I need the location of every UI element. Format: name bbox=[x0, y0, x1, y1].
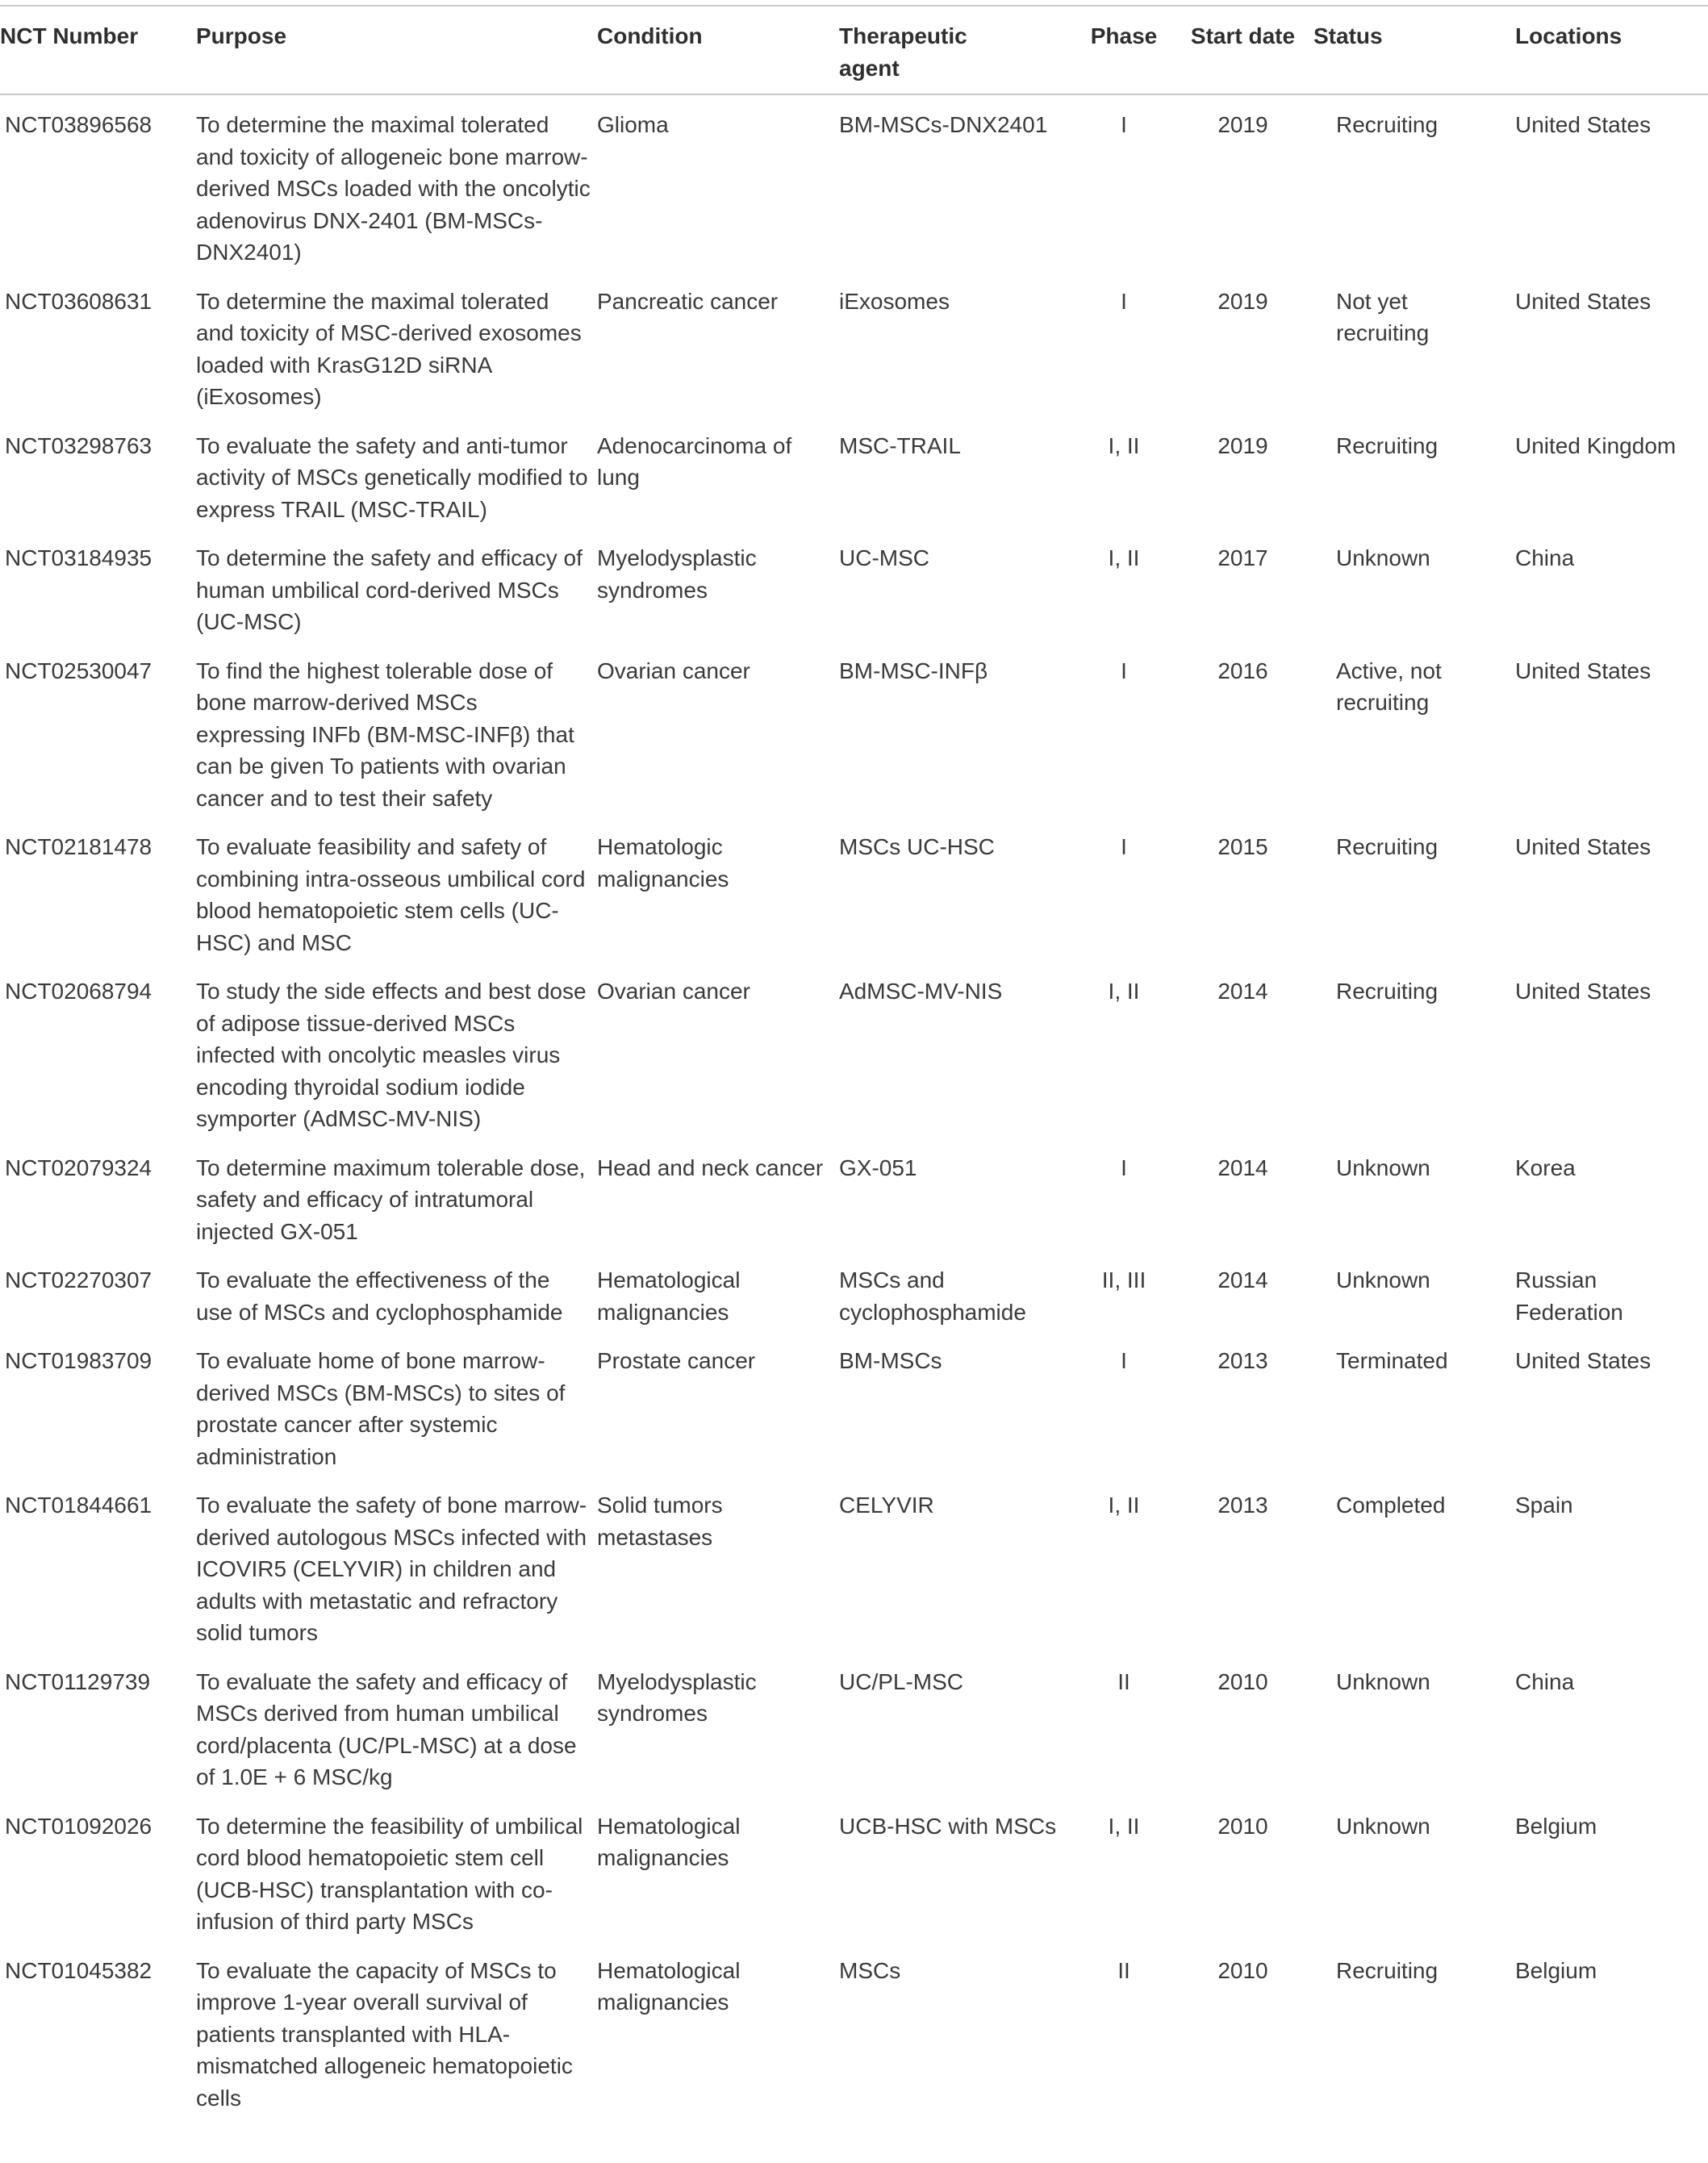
table-row bbox=[0, 1797, 1708, 1941]
cell-locations bbox=[1515, 962, 1708, 1138]
cell-purpose-text: To find the highest tolerable dose of bone marrow-derived MSCs expressing INFb (BM-MSC-INFβ) that can be given To patients with ovarian cancer and to test their safety bbox=[196, 658, 574, 811]
cell-start-date-text: 2019 bbox=[1217, 432, 1268, 458]
cell-phase-text: I, II bbox=[1108, 432, 1140, 458]
cell-therapeutic-agent-text: BM-MSCs bbox=[839, 1348, 942, 1373]
cell-start-date bbox=[1172, 641, 1313, 818]
cell-nct-number-text: NCT02181478 bbox=[5, 834, 152, 859]
table-row bbox=[0, 1331, 1708, 1476]
cell-nct-number-text: NCT03298763 bbox=[5, 432, 152, 458]
cell-therapeutic-agent-text: UCB-HSC with MSCs bbox=[839, 1813, 1057, 1839]
cell-locations-text: United States bbox=[1515, 1348, 1652, 1373]
header-status: Status bbox=[1313, 23, 1383, 48]
cell-status-text: Completed bbox=[1336, 1493, 1446, 1518]
table-row bbox=[0, 1652, 1708, 1797]
cell-locations bbox=[1515, 528, 1708, 641]
cell-phase-text: I, II bbox=[1108, 1813, 1140, 1839]
cell-locations-text: Belgium bbox=[1515, 1813, 1597, 1839]
cell-locations-text: China bbox=[1515, 1668, 1575, 1694]
cell-therapeutic-agent bbox=[839, 1251, 1075, 1331]
cell-start-date-text: 2014 bbox=[1217, 979, 1268, 1004]
cell-nct-number-text: NCT01844661 bbox=[5, 1493, 152, 1518]
cell-locations-text: Belgium bbox=[1515, 1957, 1597, 1983]
cell-locations-text: United States bbox=[1515, 834, 1652, 859]
cell-nct-number-text: NCT03608631 bbox=[5, 288, 152, 314]
table-header bbox=[0, 6, 1708, 94]
cell-nct-number-text: NCT01045382 bbox=[5, 1957, 152, 1983]
cell-purpose-text: To evaluate the safety of bone marrow-derived autologous MSCs infected with ICOVIR5 (CELYVIR) in children and adults with metastatic and refractory solid tumors bbox=[196, 1493, 587, 1645]
cell-status-text: Unknown bbox=[1336, 1668, 1430, 1694]
cell-condition bbox=[597, 1476, 839, 1652]
cell-locations-text: United States bbox=[1515, 979, 1652, 1004]
cell-status bbox=[1313, 1251, 1515, 1331]
table-row bbox=[0, 416, 1708, 529]
cell-start-date bbox=[1172, 94, 1313, 272]
cell-purpose bbox=[196, 641, 597, 818]
cell-locations-text: United States bbox=[1515, 658, 1652, 683]
header-locations: Locations bbox=[1515, 23, 1622, 48]
cell-phase-text: I, II bbox=[1108, 979, 1140, 1004]
cell-therapeutic-agent-text: BM-MSC-INFβ bbox=[839, 658, 988, 683]
cell-start-date bbox=[1172, 528, 1313, 641]
cell-phase-text: I bbox=[1121, 112, 1127, 137]
cell-nct-number-text: NCT03184935 bbox=[5, 545, 152, 570]
cell-condition bbox=[597, 962, 839, 1138]
cell-start-date-text: 2014 bbox=[1217, 1267, 1268, 1292]
cell-condition bbox=[597, 528, 839, 641]
cell-condition-text: Hematological malignancies bbox=[597, 1267, 741, 1325]
cell-start-date bbox=[1172, 1476, 1313, 1652]
cell-purpose bbox=[196, 1251, 597, 1331]
cell-start-date bbox=[1172, 962, 1313, 1138]
cell-phase bbox=[1075, 641, 1172, 818]
cell-condition-text: Adenocarcinoma of lung bbox=[597, 432, 792, 490]
cell-therapeutic-agent-text: UC-MSC bbox=[839, 545, 929, 570]
cell-status-text: Not yet recruiting bbox=[1336, 288, 1430, 345]
cell-condition bbox=[597, 817, 839, 962]
cell-therapeutic-agent-text: iExosomes bbox=[839, 288, 950, 314]
cell-phase bbox=[1075, 817, 1172, 962]
cell-start-date bbox=[1172, 272, 1313, 416]
cell-locations-text: Korea bbox=[1515, 1155, 1576, 1180]
cell-nct-number bbox=[0, 962, 196, 1138]
cell-phase bbox=[1075, 1331, 1172, 1476]
cell-condition bbox=[597, 641, 839, 818]
cell-nct-number-text: NCT01129739 bbox=[5, 1668, 151, 1694]
cell-purpose-text: To determine maximum tolerable dose, safety and efficacy of intratumoral injected GX-051 bbox=[196, 1155, 586, 1244]
cell-purpose bbox=[196, 817, 597, 962]
cell-therapeutic-agent bbox=[839, 528, 1075, 641]
cell-locations-text: United States bbox=[1515, 288, 1652, 314]
cell-phase bbox=[1075, 94, 1172, 272]
cell-start-date-text: 2010 bbox=[1217, 1813, 1268, 1839]
cell-locations bbox=[1515, 272, 1708, 416]
table-row bbox=[0, 641, 1708, 818]
cell-condition bbox=[597, 1138, 839, 1251]
cell-therapeutic-agent-text: AdMSC-MV-NIS bbox=[839, 979, 1003, 1004]
cell-start-date-text: 2019 bbox=[1217, 112, 1268, 137]
header-condition: Condition bbox=[597, 23, 703, 48]
cell-nct-number bbox=[0, 1251, 196, 1331]
cell-locations bbox=[1515, 1138, 1708, 1251]
cell-status bbox=[1313, 1331, 1515, 1476]
cell-therapeutic-agent bbox=[839, 1138, 1075, 1251]
cell-condition bbox=[597, 1797, 839, 1941]
cell-nct-number bbox=[0, 94, 196, 272]
cell-locations bbox=[1515, 94, 1708, 272]
cell-purpose-text: To evaluate feasibility and safety of combining intra-osseous umbilical cord blood hematopoietic stem cells (UC-HSC) and MSC bbox=[196, 834, 586, 955]
cell-purpose bbox=[196, 1652, 597, 1797]
cell-therapeutic-agent bbox=[839, 1476, 1075, 1652]
cell-locations bbox=[1515, 1476, 1708, 1652]
cell-therapeutic-agent-text: MSCs UC-HSC bbox=[839, 834, 995, 859]
cell-start-date bbox=[1172, 1652, 1313, 1797]
cell-phase-text: II bbox=[1117, 1957, 1130, 1983]
cell-nct-number bbox=[0, 1652, 196, 1797]
table-row bbox=[0, 528, 1708, 641]
cell-status-text: Unknown bbox=[1336, 1813, 1430, 1839]
cell-therapeutic-agent bbox=[839, 817, 1075, 962]
table-row bbox=[0, 817, 1708, 962]
cell-purpose bbox=[196, 94, 597, 272]
cell-start-date-text: 2013 bbox=[1217, 1493, 1268, 1518]
cell-therapeutic-agent bbox=[839, 962, 1075, 1138]
header-phase: Phase bbox=[1090, 23, 1158, 48]
cell-purpose bbox=[196, 1331, 597, 1476]
cell-purpose-text: To determine the safety and efficacy of human umbilical cord-derived MSCs (UC-MSC) bbox=[196, 545, 583, 634]
cell-therapeutic-agent bbox=[839, 1652, 1075, 1797]
cell-condition-text: Hematologic malignancies bbox=[597, 834, 729, 892]
cell-status-text: Unknown bbox=[1336, 1267, 1430, 1292]
cell-condition-text: Pancreatic cancer bbox=[597, 288, 779, 314]
cell-purpose bbox=[196, 962, 597, 1138]
cell-phase bbox=[1075, 1251, 1172, 1331]
table-row bbox=[0, 1251, 1708, 1331]
cell-status bbox=[1313, 1652, 1515, 1797]
cell-therapeutic-agent-text: GX-051 bbox=[839, 1155, 917, 1180]
cell-status-text: Terminated bbox=[1336, 1348, 1448, 1373]
header-start-date: Start date bbox=[1190, 23, 1296, 48]
header-row bbox=[0, 6, 1708, 94]
cell-purpose-text: To evaluate home of bone marrow-derived MSCs (BM-MSCs) to sites of prostate cancer after systemic administration bbox=[196, 1348, 566, 1469]
cell-phase-text: I bbox=[1121, 1155, 1127, 1180]
cell-status bbox=[1313, 1138, 1515, 1251]
cell-nct-number bbox=[0, 1797, 196, 1941]
cell-purpose bbox=[196, 1941, 597, 2118]
cell-condition-text: Ovarian cancer bbox=[597, 979, 750, 1004]
cell-therapeutic-agent bbox=[839, 416, 1075, 529]
cell-nct-number-text: NCT02079324 bbox=[5, 1155, 152, 1180]
cell-locations bbox=[1515, 817, 1708, 962]
cell-nct-number-text: NCT01092026 bbox=[5, 1813, 152, 1839]
cell-purpose-text: To study the side effects and best dose of adipose tissue-derived MSCs infected with oncolytic measles virus encoding thyroidal sodium iodide symporter (AdMSC-MV-NIS) bbox=[196, 979, 587, 1131]
cell-therapeutic-agent bbox=[839, 641, 1075, 818]
cell-phase bbox=[1075, 1652, 1172, 1797]
cell-phase-text: I bbox=[1121, 1348, 1127, 1373]
cell-phase bbox=[1075, 528, 1172, 641]
cell-start-date bbox=[1172, 817, 1313, 962]
cell-nct-number bbox=[0, 1331, 196, 1476]
cell-nct-number bbox=[0, 817, 196, 962]
cell-purpose bbox=[196, 1797, 597, 1941]
cell-status bbox=[1313, 962, 1515, 1138]
cell-status-text: Active, not recruiting bbox=[1336, 658, 1442, 715]
cell-purpose-text: To determine the maximal tolerated and toxicity of MSC-derived exosomes loaded with KrasG12D siRNA (iExosomes) bbox=[196, 288, 582, 409]
cell-nct-number-text: NCT02270307 bbox=[5, 1267, 152, 1292]
cell-start-date-text: 2015 bbox=[1217, 834, 1268, 859]
cell-condition bbox=[597, 94, 839, 272]
cell-purpose bbox=[196, 528, 597, 641]
cell-nct-number bbox=[0, 641, 196, 818]
cell-condition-text: Solid tumors metastases bbox=[597, 1493, 723, 1550]
cell-locations bbox=[1515, 1652, 1708, 1797]
cell-purpose-text: To evaluate the effectiveness of the use of MSCs and cyclophosphamide bbox=[196, 1267, 563, 1325]
cell-therapeutic-agent bbox=[839, 1331, 1075, 1476]
cell-nct-number-text: NCT03896568 bbox=[5, 112, 152, 137]
cell-phase bbox=[1075, 416, 1172, 529]
cell-locations bbox=[1515, 1331, 1708, 1476]
cell-status bbox=[1313, 416, 1515, 529]
cell-start-date-text: 2016 bbox=[1217, 658, 1268, 683]
cell-nct-number bbox=[0, 528, 196, 641]
cell-therapeutic-agent-text: UC/PL-MSC bbox=[839, 1668, 964, 1694]
cell-condition bbox=[597, 1652, 839, 1797]
cell-status bbox=[1313, 817, 1515, 962]
cell-status bbox=[1313, 272, 1515, 416]
cell-start-date-text: 2019 bbox=[1217, 288, 1268, 314]
cell-locations bbox=[1515, 641, 1708, 818]
cell-purpose-text: To determine the feasibility of umbilical cord blood hematopoietic stem cell (UCB-HSC) transplantation with co-infusion of third party MSCs bbox=[196, 1813, 583, 1934]
cell-therapeutic-agent-text: MSCs and cyclophosphamide bbox=[839, 1267, 1026, 1325]
cell-start-date bbox=[1172, 1251, 1313, 1331]
table-row bbox=[0, 94, 1708, 272]
cell-start-date-text: 2014 bbox=[1217, 1155, 1268, 1180]
cell-phase bbox=[1075, 272, 1172, 416]
cell-phase-text: II, III bbox=[1101, 1267, 1146, 1292]
table-row bbox=[0, 272, 1708, 416]
cell-start-date bbox=[1172, 416, 1313, 529]
cell-therapeutic-agent bbox=[839, 272, 1075, 416]
cell-start-date bbox=[1172, 1331, 1313, 1476]
cell-purpose bbox=[196, 1476, 597, 1652]
cell-status-text: Recruiting bbox=[1336, 1957, 1439, 1983]
table-row bbox=[0, 1138, 1708, 1251]
cell-nct-number bbox=[0, 1138, 196, 1251]
cell-phase bbox=[1075, 1797, 1172, 1941]
cell-start-date bbox=[1172, 1797, 1313, 1941]
cell-condition-text: Head and neck cancer bbox=[597, 1155, 824, 1180]
cell-phase bbox=[1075, 962, 1172, 1138]
cell-start-date bbox=[1172, 1941, 1313, 2118]
cell-condition-text: Prostate cancer bbox=[597, 1348, 756, 1373]
cell-condition-text: Myelodysplastic syndromes bbox=[597, 1668, 757, 1726]
cell-phase-text: I bbox=[1121, 834, 1127, 859]
cell-phase bbox=[1075, 1941, 1172, 2118]
cell-therapeutic-agent-text: MSCs bbox=[839, 1957, 901, 1983]
cell-start-date-text: 2010 bbox=[1217, 1957, 1268, 1983]
cell-locations-text: United States bbox=[1515, 112, 1652, 137]
cell-status-text: Unknown bbox=[1336, 545, 1430, 570]
cell-therapeutic-agent bbox=[839, 1797, 1075, 1941]
cell-condition bbox=[597, 416, 839, 529]
cell-status bbox=[1313, 528, 1515, 641]
cell-condition bbox=[597, 1331, 839, 1476]
cell-purpose-text: To evaluate the capacity of MSCs to improve 1-year overall survival of patients transplanted with HLA-mismatched allogeneic hematopoietic cells bbox=[196, 1957, 573, 2111]
cell-status bbox=[1313, 94, 1515, 272]
cell-phase-text: I, II bbox=[1108, 545, 1140, 570]
cell-status bbox=[1313, 1476, 1515, 1652]
cell-phase bbox=[1075, 1476, 1172, 1652]
cell-therapeutic-agent-text: CELYVIR bbox=[839, 1493, 934, 1518]
cell-status-text: Recruiting bbox=[1336, 979, 1439, 1004]
cell-condition-text: Hematological malignancies bbox=[597, 1957, 741, 2015]
cell-start-date bbox=[1172, 1138, 1313, 1251]
cell-locations-text: Spain bbox=[1515, 1493, 1573, 1518]
cell-nct-number-text: NCT01983709 bbox=[5, 1348, 152, 1373]
cell-locations bbox=[1515, 1941, 1708, 2118]
cell-nct-number bbox=[0, 1476, 196, 1652]
cell-condition-text: Ovarian cancer bbox=[597, 658, 750, 683]
cell-phase-text: I bbox=[1121, 288, 1127, 314]
cell-therapeutic-agent bbox=[839, 1941, 1075, 2118]
cell-condition-text: Myelodysplastic syndromes bbox=[597, 545, 757, 603]
cell-purpose-text: To evaluate the safety and efficacy of MSCs derived from human umbilical cord/placenta (UC/PL-MSC) at a dose of 1.0E + 6 MSC/kg bbox=[196, 1668, 577, 1789]
cell-condition bbox=[597, 1941, 839, 2118]
cell-locations bbox=[1515, 1251, 1708, 1331]
cell-purpose-text: To determine the maximal tolerated and toxicity of allogeneic bone marrow-derived MSCs loaded with the oncolytic adenovirus DNX-2401 (BM-MSCs-DNX2401) bbox=[196, 112, 591, 265]
cell-purpose bbox=[196, 1138, 597, 1251]
cell-locations-text: China bbox=[1515, 545, 1575, 570]
cell-start-date-text: 2010 bbox=[1217, 1668, 1268, 1694]
cell-status-text: Recruiting bbox=[1336, 834, 1439, 859]
cell-locations-text: Russian Federation bbox=[1515, 1267, 1623, 1325]
cell-phase bbox=[1075, 1138, 1172, 1251]
cell-nct-number-text: NCT02068794 bbox=[5, 979, 152, 1004]
table-row bbox=[0, 1941, 1708, 2118]
cell-locations-text: United Kingdom bbox=[1515, 432, 1677, 458]
table-row bbox=[0, 962, 1708, 1138]
cell-status bbox=[1313, 1797, 1515, 1941]
cell-nct-number-text: NCT02530047 bbox=[5, 658, 152, 683]
cell-purpose bbox=[196, 416, 597, 529]
cell-purpose bbox=[196, 272, 597, 416]
cell-locations bbox=[1515, 416, 1708, 529]
cell-condition bbox=[597, 1251, 839, 1331]
cell-phase-text: I bbox=[1121, 658, 1127, 683]
cell-nct-number bbox=[0, 272, 196, 416]
cell-locations bbox=[1515, 1797, 1708, 1941]
cell-nct-number bbox=[0, 416, 196, 529]
cell-condition-text: Hematological malignancies bbox=[597, 1813, 741, 1870]
cell-condition bbox=[597, 272, 839, 416]
cell-status-text: Recruiting bbox=[1336, 112, 1439, 137]
header-purpose: Purpose bbox=[196, 23, 287, 48]
cell-condition-text: Glioma bbox=[597, 112, 669, 137]
cell-therapeutic-agent bbox=[839, 94, 1075, 272]
cell-status bbox=[1313, 1941, 1515, 2118]
cell-phase-text: II bbox=[1117, 1668, 1130, 1694]
cell-purpose-text: To evaluate the safety and anti-tumor activity of MSCs genetically modified to express TRAIL (MSC-TRAIL) bbox=[196, 432, 588, 522]
cell-status bbox=[1313, 641, 1515, 818]
cell-phase-text: I, II bbox=[1108, 1493, 1140, 1518]
header-nct-number: NCT Number bbox=[0, 23, 139, 48]
cell-therapeutic-agent-text: MSC-TRAIL bbox=[839, 432, 961, 458]
cell-start-date-text: 2017 bbox=[1217, 545, 1268, 570]
cell-status-text: Unknown bbox=[1336, 1155, 1430, 1180]
table-row bbox=[0, 1476, 1708, 1652]
cell-therapeutic-agent-text: BM-MSCs-DNX2401 bbox=[839, 112, 1048, 137]
cell-nct-number bbox=[0, 1941, 196, 2118]
table-body bbox=[0, 94, 1708, 2117]
cell-start-date-text: 2013 bbox=[1217, 1348, 1268, 1373]
clinical-trials-table bbox=[0, 5, 1708, 2117]
header-therapeutic-agent: Therapeutic agent bbox=[839, 23, 967, 81]
cell-status-text: Recruiting bbox=[1336, 432, 1439, 458]
